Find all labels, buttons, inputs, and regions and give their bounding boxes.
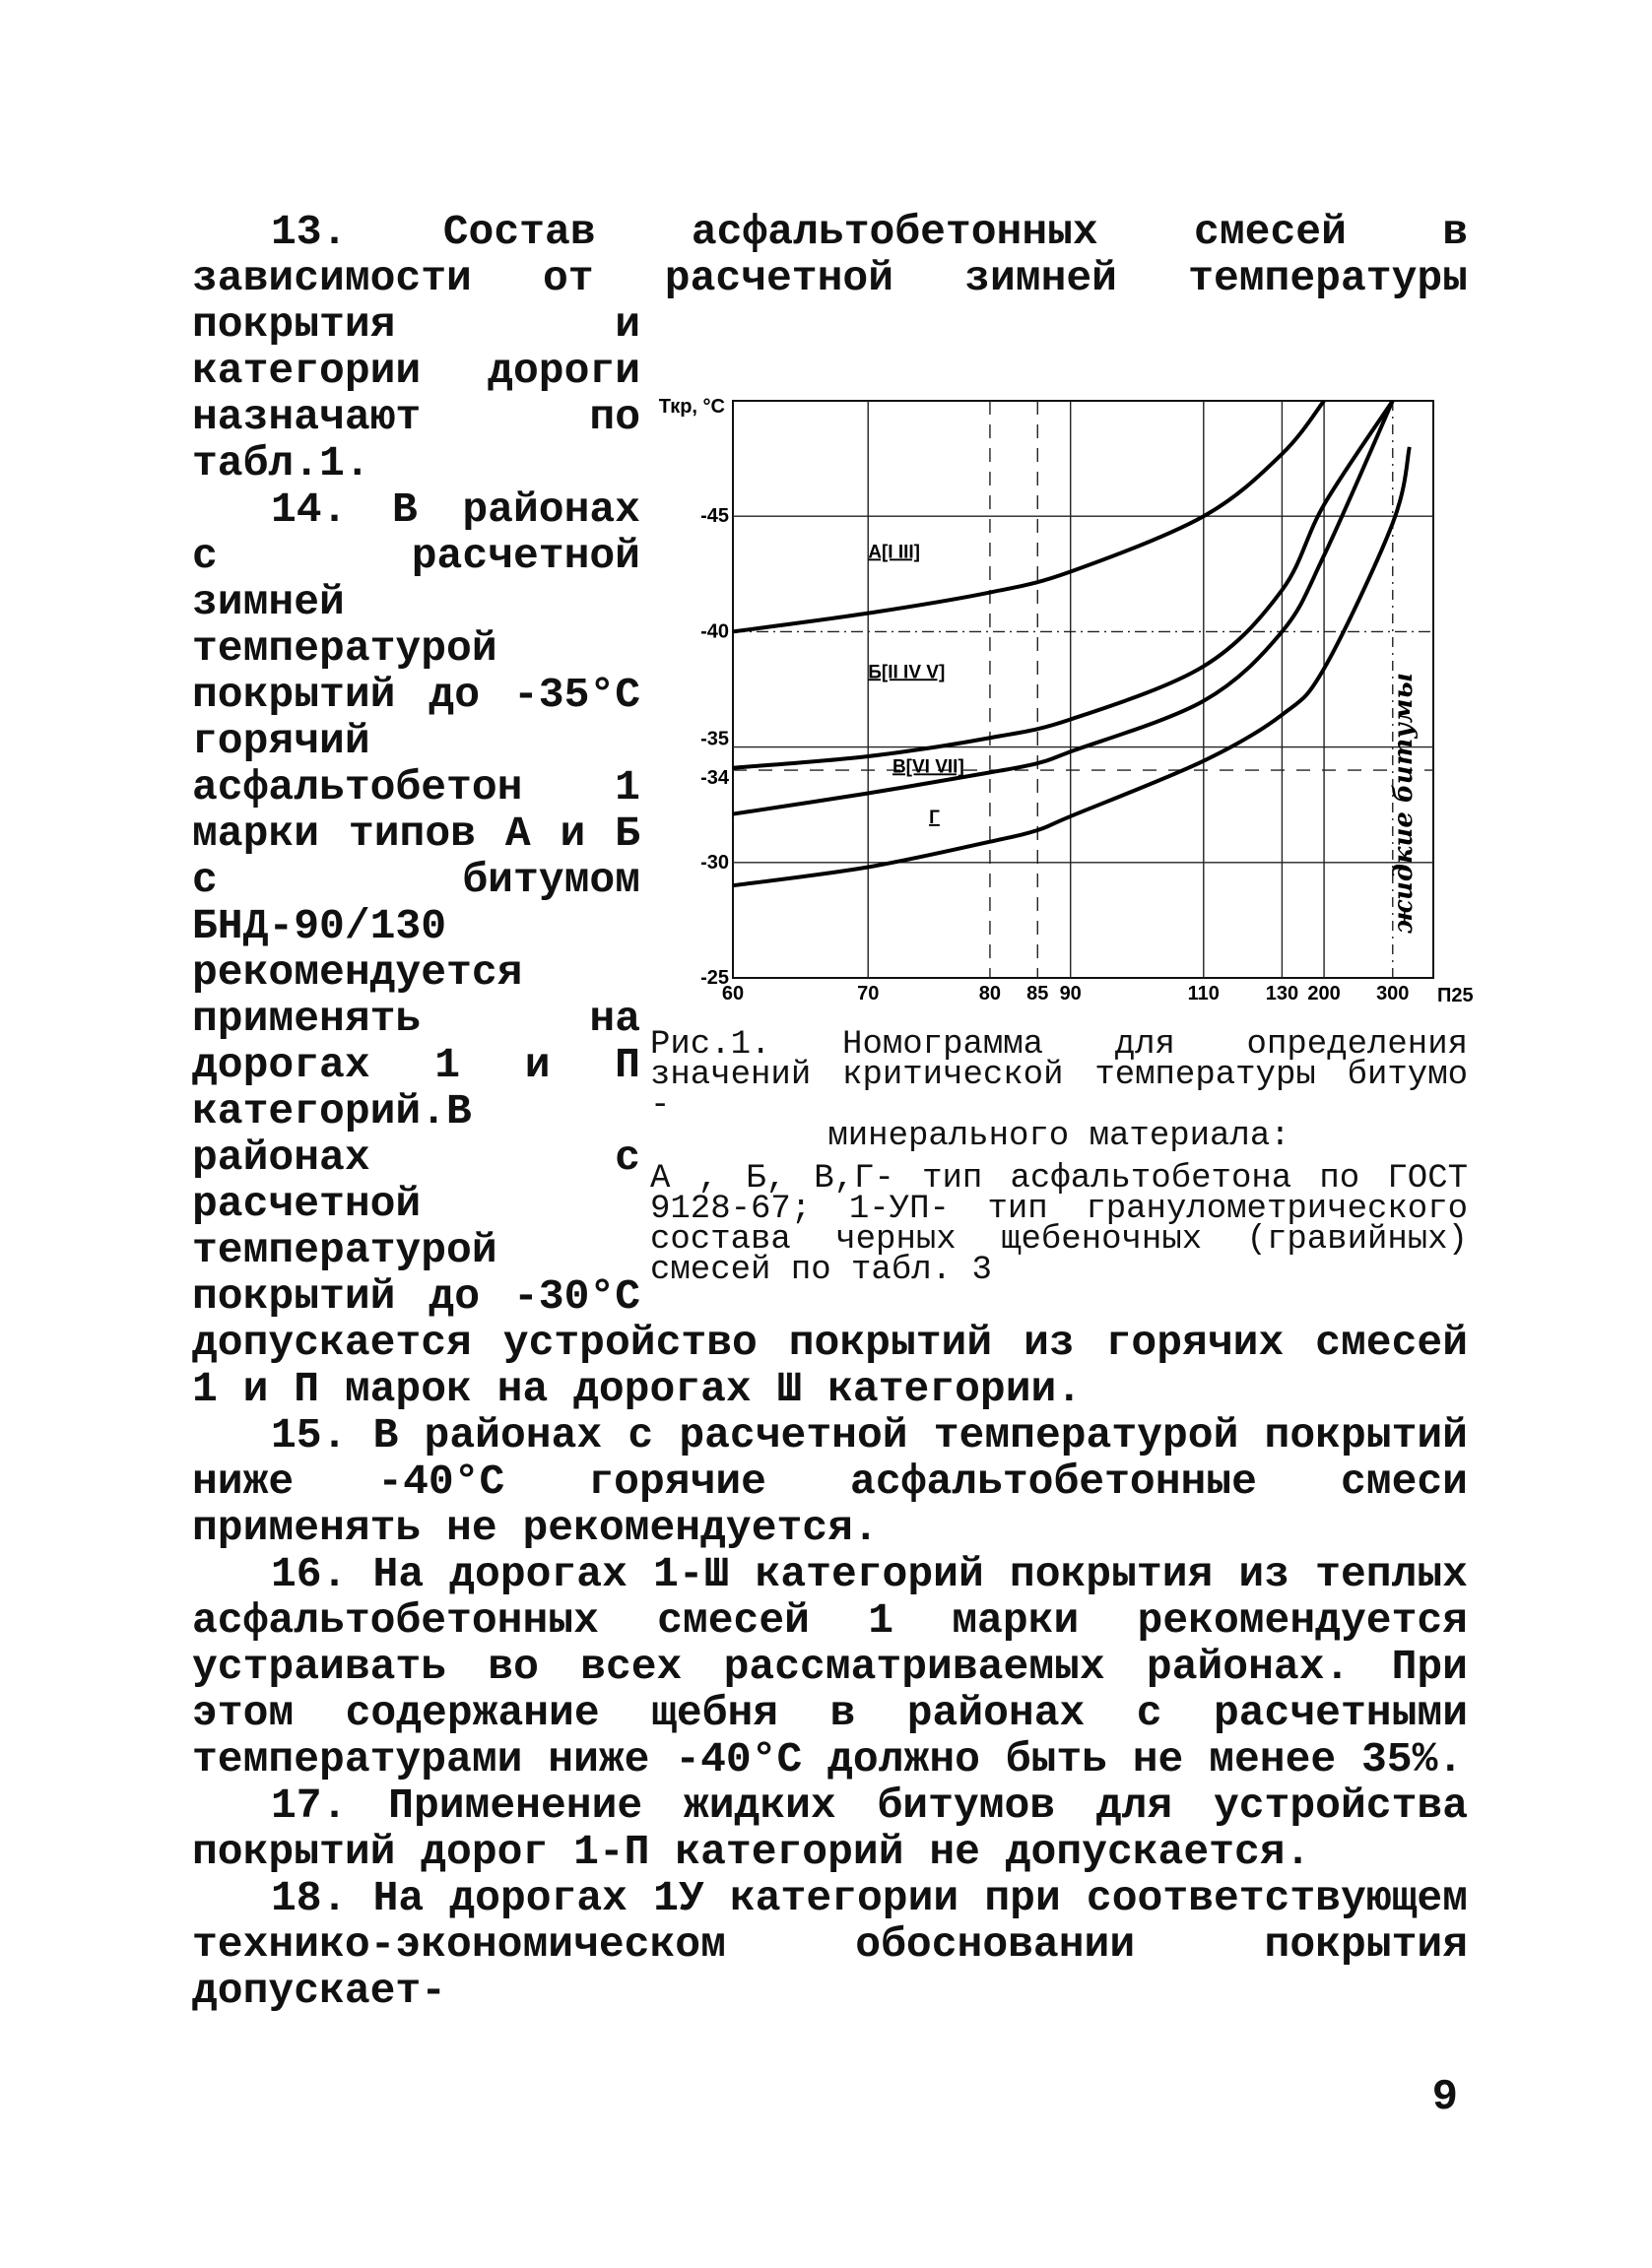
x-tick-label: 130	[1265, 983, 1299, 1004]
y-tick-label: -35	[700, 728, 729, 750]
x-tick-label: 70	[857, 983, 880, 1004]
y-tick-label: -45	[700, 505, 729, 528]
nomogram-chart	[650, 385, 1474, 1025]
x-tick-label: 200	[1307, 983, 1341, 1004]
curve-label: Г	[929, 807, 940, 828]
figure-1	[650, 301, 1474, 1306]
caption-title-cont: минерального материала:	[827, 1118, 1290, 1155]
page-number: 9	[1431, 2073, 1458, 2122]
paragraph-14: 14. В районах с расчетной зимней температурой покрытий до -35°С горячий асфальтобетон 1 марки типов А и Б с битумом БНД-90/130 рекомендуется применять на дорогах 1 и П категорий.В районах с расчетной температурой покрытий до -30°С допускается устройство покрытий из горячих смесей 1 и П марок на дорогах Ш категории.	[192, 486, 1468, 1413]
paragraph-13: 13. Состав асфальтобетонных смесей в зависимости от расчетной зимней температуры покрытия и категории дороги назначают по табл.1.	[192, 208, 1468, 487]
curve-label: А[I III]	[868, 542, 921, 563]
x-axis-label: П25	[1437, 985, 1474, 1006]
y-tick-label: -34	[700, 767, 729, 790]
x-tick-label: 80	[978, 983, 1002, 1004]
curve-series-4	[733, 447, 1410, 885]
paragraph-18: 18. На дорогах 1У категории при соответствующем технико-экономическом обосновании покрытия допускает-	[192, 1874, 1468, 2015]
page-body	[192, 208, 1474, 2122]
y-tick-label: -30	[700, 851, 729, 874]
region-label-liquid-bitumen: жидкие битумы	[1389, 673, 1419, 934]
paragraph-16: 16. На дорогах 1-Ш категорий покрытия из теплых асфальтобетонных смесей 1 марки рекомендуется устраивать во всех рассматриваемых районах. При этом содержание щебня в районах с расчетными температурами ниже -40°С должно быть не менее 35%.	[192, 1550, 1468, 1783]
caption-legend: А , Б, В,Г- тип асфальтобетона по ГОСТ 9128-67; 1-УП- тип гранулометрического состава черных щебеночных (гравийных) смесей по табл. 3	[650, 1160, 1468, 1289]
x-tick-label: 300	[1376, 983, 1410, 1004]
y-tick-label: -40	[700, 620, 729, 643]
curve-series-2	[733, 401, 1393, 768]
x-tick-label: 110	[1187, 983, 1220, 1004]
curve-label: В[VI VII]	[892, 756, 964, 778]
x-tick-label: 90	[1059, 983, 1082, 1004]
figure-caption	[650, 1026, 1468, 1289]
y-axis-label: Ткр, °С	[658, 396, 725, 418]
y-tick-label: -25	[700, 967, 729, 989]
curve-series-3	[733, 401, 1393, 814]
paragraph-17: 17. Применение жидких битумов для устройства покрытий дорог 1-П категорий не допускается.	[192, 1782, 1468, 1876]
paragraph-15: 15. В районах с расчетной температурой покрытий ниже -40°С горячие асфальтобетонные смеси применять не рекомендуется.	[192, 1411, 1468, 1552]
plot-frame	[733, 401, 1433, 978]
x-tick-label: 85	[1026, 983, 1049, 1004]
curve-label: Б[II IV V]	[868, 662, 946, 683]
caption-title: Рис.1. Номограмма для определения значений критической температуры битумо -	[650, 1026, 1468, 1125]
x-tick-label: 60	[721, 983, 745, 1004]
